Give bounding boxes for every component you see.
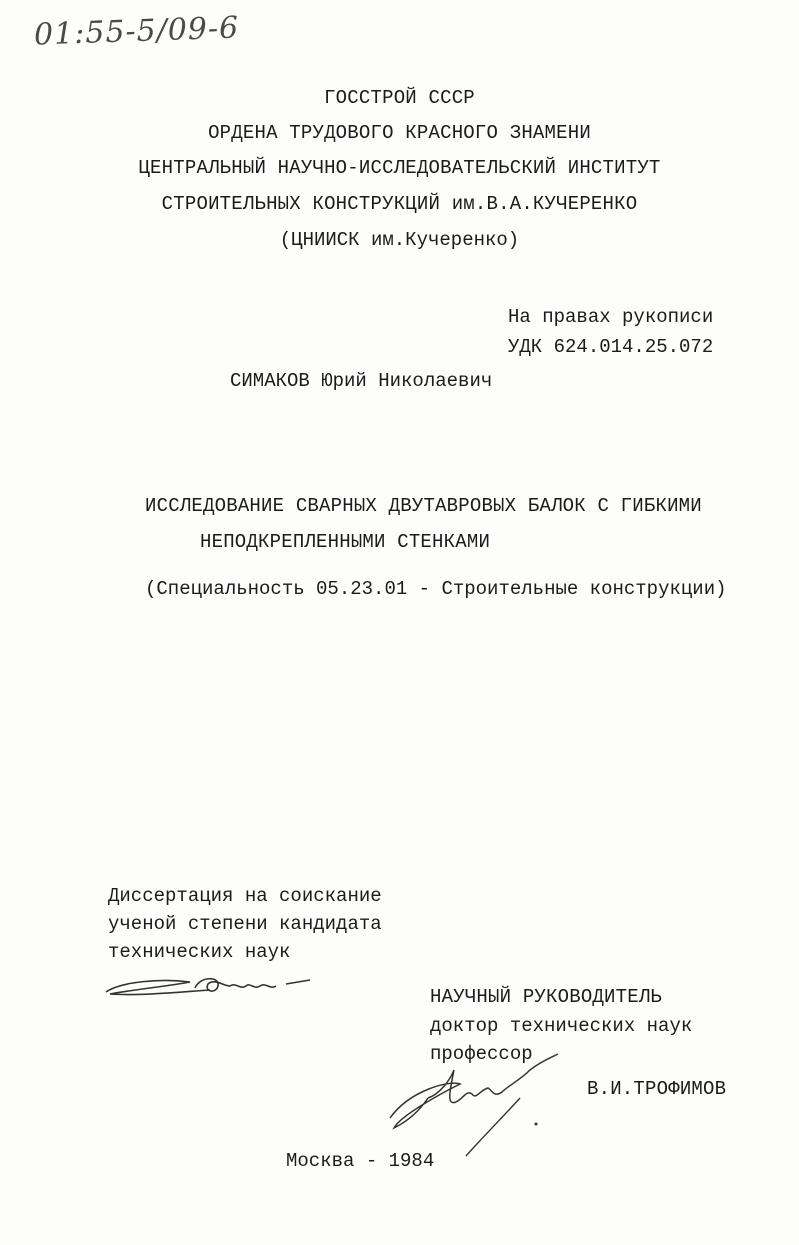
author-name: СИМАКОВ Юрий Николаевич [230,370,493,392]
udc-code: УДК 624.014.25.072 [508,336,714,358]
supervisor-name: В.И.ТРОФИМОВ [587,1078,727,1100]
institution-line-4: СТРОИТЕЛЬНЫХ КОНСТРУКЦИЙ им.В.А.КУЧЕРЕНКО [161,193,638,215]
archive-mark: 01:55-5/09-6 [33,10,240,53]
supervisor-signature [380,1050,580,1160]
institution-line-2: ОРДЕНА ТРУДОВОГО КРАСНОГО ЗНАМЕНИ [208,122,591,144]
specialty: (Специальность 05.23.01 - Строительные конструкции) [145,578,727,600]
city-year: Москва - 1984 [286,1150,435,1172]
institution-line-3: ЦЕНТРАЛЬНЫЙ НАУЧНО-ИССЛЕДОВАТЕЛЬСКИЙ ИНСТИТУТ [138,157,661,179]
supervisor-heading: НАУЧНЫЙ РУКОВОДИТЕЛЬ [430,986,663,1008]
dissertation-line-3: технических наук [108,941,291,963]
dissertation-line-1: Диссертация на соискание [108,885,382,907]
title-line-1: ИССЛЕДОВАНИЕ СВАРНЫХ ДВУТАВРОВЫХ БАЛОК С ГИБКИМИ [145,495,702,517]
institution-line-5: (ЦНИИСК им.Кучеренко) [279,229,520,251]
manuscript-rights: На правах рукописи [508,306,714,328]
supervisor-rank: профессор [430,1043,533,1065]
author-signature [100,968,320,1008]
institution-line-1: ГОССТРОЙ СССР [324,87,475,109]
supervisor-degree: доктор технических наук [430,1015,693,1037]
title-line-2: НЕПОДКРЕПЛЕННЫМИ СТЕНКАМИ [200,531,491,553]
dissertation-line-2: ученой степени кандидата [108,913,382,935]
